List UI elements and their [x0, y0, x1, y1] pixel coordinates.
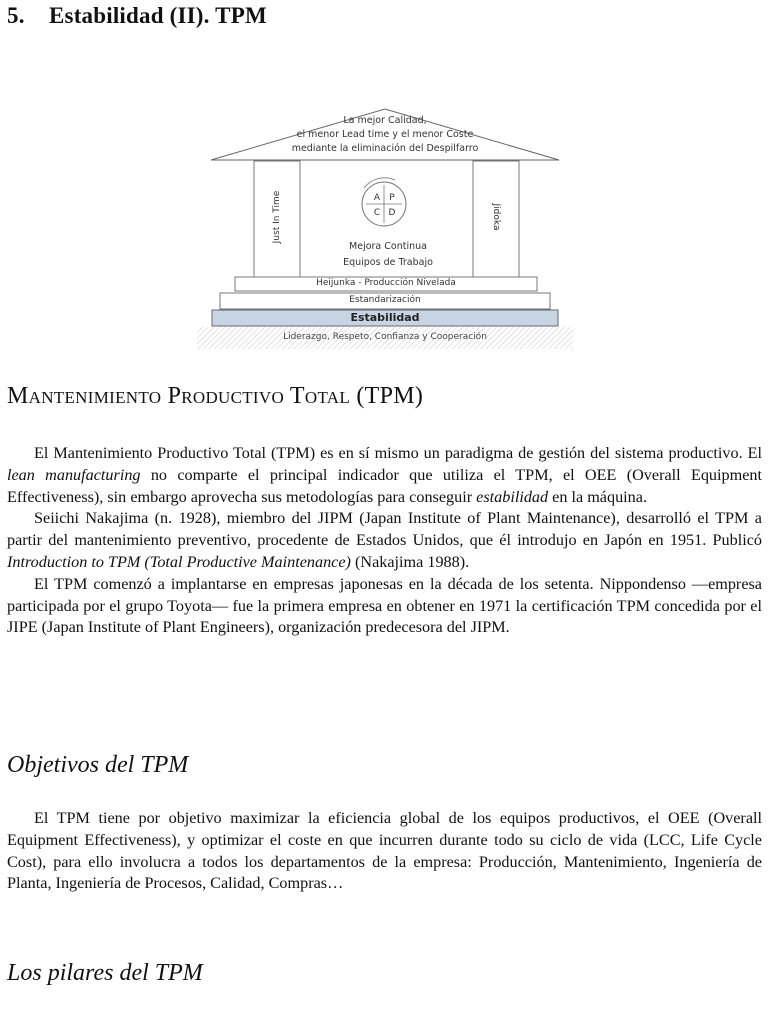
lean-house-diagram: [195, 108, 575, 354]
text-run: Seiichi Nakajima (n. 1928), miembro del JIPM (Japan Institute of Plant Maintenance), desarrolló el TPM a partir del mantenimiento preventivo, procedente de Estados Unidos, que él introdujo en Japón en 1951. Publicó: [7, 509, 762, 550]
left-pillar-label: Just In Time: [272, 190, 282, 244]
chapter-title-text: Estabilidad (II). TPM: [49, 3, 267, 28]
estabilidad-label: Estabilidad: [350, 311, 420, 324]
paragraph: [7, 443, 762, 508]
base-label: Liderazgo, Respeto, Confianza y Cooperación: [283, 332, 487, 342]
pdca-a: A: [373, 193, 381, 203]
roof-line-1: La mejor Calidad,: [343, 115, 427, 126]
emphasis-estabilidad: estabilidad: [476, 487, 549, 506]
text-run: en la máquina.: [548, 487, 647, 506]
text-run: no comparte el principal indicador que utiliza el TPM, el OEE (Overall Equipment Effectiveness), sin embargo aprovecha sus metodologías para conseguir: [7, 465, 762, 506]
estandarizacion-label: Estandarización: [349, 295, 421, 305]
paragraph: [7, 508, 762, 573]
heijunka-label: Heijunka - Producción Nivelada: [316, 278, 456, 288]
pdca-d: D: [388, 208, 396, 218]
section-heading-pilares: Los pilares del TPM: [7, 960, 203, 986]
chapter-number: 5.: [7, 3, 25, 28]
text-run: El Mantenimiento Productivo Total (TPM) es en sí mismo un paradigma de gestión del sistema productivo. El: [34, 444, 762, 462]
text-run: (Nakajima 1988).: [350, 552, 470, 571]
center-line-2: Equipos de Trabajo: [343, 257, 433, 268]
right-pillar-label: Jidoka: [491, 203, 501, 231]
section-heading-objetivos: Objetivos del TPM: [7, 752, 189, 778]
pdca-p: P: [389, 193, 395, 203]
roof-line-3: mediante la eliminación del Despilfarro: [291, 143, 479, 154]
roof-line-2: el menor Lead time y el menor Coste: [296, 129, 474, 140]
paragraph: El TPM tiene por objetivo maximizar la eficiencia global de los equipos productivos, el OEE (Overall Equipment Effectiveness), y optimizar el coste en que incurren durante todo su ciclo de vida (LCC, Life Cycle Cost), para ello involucra a todos los departamentos de la empresa: Producción, Mantenimiento, Ingeniería de Planta, Ingeniería de Procesos, Calidad, Compras…: [7, 809, 762, 893]
chapter-title: [7, 3, 267, 29]
book-title: Introduction to TPM (Total Productive Maintenance): [7, 552, 351, 571]
section-heading-tpm: Mantenimiento Productivo Total (TPM): [7, 383, 424, 409]
section-tpm-body: [7, 443, 762, 639]
pdca-c: C: [373, 208, 381, 218]
emphasis-lean: lean manufacturing: [7, 465, 141, 484]
paragraph: El TPM comenzó a implantarse en empresas japonesas en la década de los setenta. Nippondenso —empresa participada por el grupo Toyota— fue la primera empresa en obtener en 1971 la certificación TPM concedida por el JIPE (Japan Institute of Plant Engineers), organización predecesora del JIPM.: [7, 574, 762, 637]
center-line-1: Mejora Continua: [349, 241, 427, 252]
section-objetivos-body: [7, 808, 762, 895]
